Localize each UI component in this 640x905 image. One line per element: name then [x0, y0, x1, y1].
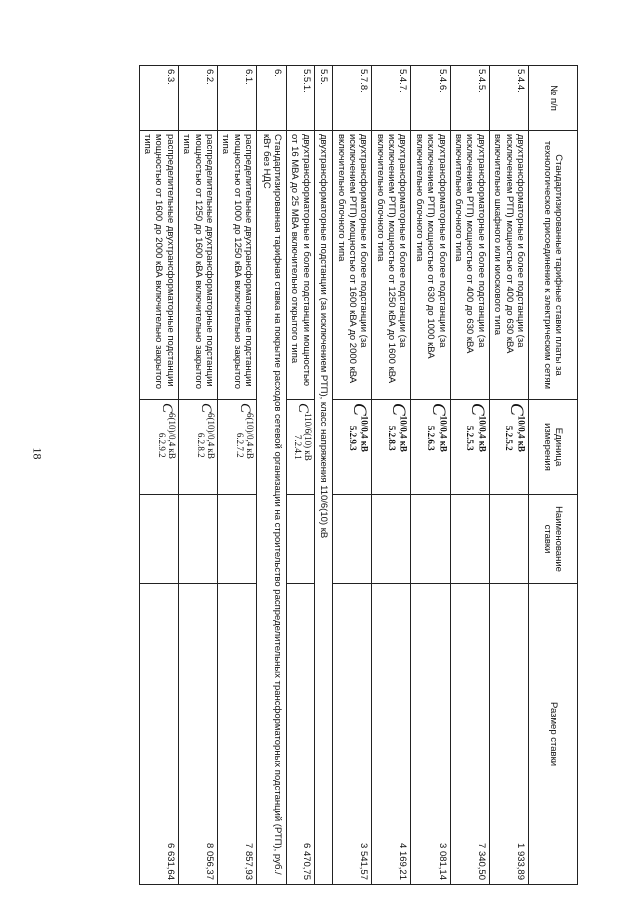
- row-rate-name: [139, 495, 178, 584]
- row-description: распределительные двухтрансформаторные подстанции мощностью от 1000 до 1250 кВА включительно закрытого типа: [218, 131, 257, 400]
- header-rate-value: Размер ставки: [529, 584, 578, 885]
- row-rate-name: [178, 495, 217, 584]
- rotated-table-container: [68, 65, 578, 885]
- page-number: 18: [30, 447, 45, 460]
- row-num: 5.5.1.: [286, 66, 314, 131]
- row-rate-name: [411, 495, 450, 584]
- rate-symbol: [156, 403, 177, 459]
- row-rate-name: [286, 495, 314, 584]
- rows-group-6: [139, 66, 257, 885]
- header-num: № п/п: [529, 66, 578, 131]
- table-row: [333, 66, 372, 885]
- symbol-subscript: 6.2.9.2: [156, 432, 167, 458]
- table-header-row: [529, 66, 578, 885]
- row-num: 5.4.7.: [372, 66, 411, 131]
- row-description: двухтрансформаторные и более подстанции (за исключением РТП) мощностью от 1600 кВА до 2000 кВА включительно блочного типа: [333, 131, 372, 400]
- header-description: Стандартизированные тарифные ставки платы за технологическое присоединение к электрическим сетям: [529, 131, 578, 400]
- row-unit-symbol: [411, 400, 450, 495]
- row-unit-symbol: [372, 400, 411, 495]
- row-num: 5.4.4.: [489, 66, 528, 131]
- symbol-superscript: 10/0,4 кВ: [398, 415, 409, 452]
- symbol-subscript: 5.2.9.3: [347, 425, 358, 451]
- row-num: 5.5.: [314, 66, 332, 131]
- symbol-superscript: 10/0,4 кВ: [359, 415, 370, 452]
- table-row: [286, 66, 314, 885]
- row-rate-name: [489, 495, 528, 584]
- row-num: 6.2.: [178, 66, 217, 131]
- symbol-superscript: 6(10)/0,4 кВ: [245, 413, 256, 459]
- table-row: [489, 66, 528, 885]
- row-num: 6.1.: [218, 66, 257, 131]
- row-num: 5.4.6.: [411, 66, 450, 131]
- table-row: [178, 66, 217, 885]
- row-rate-value: 3 081,14: [411, 584, 450, 885]
- row-description: двухтрансформаторные и более подстанции мощностью от 16 МВА до 25 МВА включительно открытого типа: [286, 131, 314, 400]
- table-row: [372, 66, 411, 885]
- rate-symbol: [467, 403, 488, 451]
- row-rate-name: [450, 495, 489, 584]
- rows-group-5-5: [286, 66, 314, 885]
- row-rate-value: 3 541,57: [333, 584, 372, 885]
- row-unit-symbol: [333, 400, 372, 495]
- row-unit-symbol: [218, 400, 257, 495]
- row-rate-value: 8 056,37: [178, 584, 217, 885]
- symbol-letter: C: [294, 403, 311, 414]
- table-row: [450, 66, 489, 885]
- row-description: двухтрансформаторные и более подстанции (за исключением РТП) мощностью от 400 до 630 кВА включительно блочного типа: [450, 131, 489, 400]
- symbol-superscript: 6(10)/0,4 кВ: [206, 413, 217, 459]
- section-row-5-5: [314, 66, 332, 885]
- rate-symbol: [292, 403, 313, 461]
- symbol-letter: C: [158, 403, 175, 414]
- row-description: распределительные двухтрансформаторные подстанции мощностью от 1600 до 2000 кВА включительно закрытого типа: [139, 131, 178, 400]
- row-rate-value: 7 340,50: [450, 584, 489, 885]
- table-row: [218, 66, 257, 885]
- section-row-6: [257, 66, 287, 885]
- row-unit-symbol: [139, 400, 178, 495]
- symbol-superscript: 6(10)/0,4 кВ: [166, 413, 177, 459]
- row-num: 5.7.8.: [333, 66, 372, 131]
- row-description: двухтрансформаторные и более подстанции (за исключением РТП) мощностью от 400 до 630 кВА включительно шкафного или киоскового типа: [489, 131, 528, 400]
- row-rate-value: 4 169,21: [372, 584, 411, 885]
- rate-symbol: [425, 403, 449, 452]
- row-unit-symbol: [178, 400, 217, 495]
- row-rate-name: [333, 495, 372, 584]
- row-rate-name: [372, 495, 411, 584]
- row-rate-value: 6 470,75: [286, 584, 314, 885]
- row-unit-symbol: [286, 400, 314, 495]
- symbol-superscript: 10/0,4 кВ: [477, 415, 488, 452]
- symbol-superscript: 10/0,4 кВ: [516, 415, 527, 452]
- header-unit: Единица измерения: [529, 400, 578, 495]
- row-description: двухтрансформаторные и более подстанции (за исключением РТП) мощностью от 630 до 1000 кВА включительно блочного типа: [411, 131, 450, 400]
- row-num: 5.4.5.: [450, 66, 489, 131]
- table-row: [139, 66, 178, 885]
- rate-symbol: [388, 403, 409, 451]
- row-rate-value: 1 933,89: [489, 584, 528, 885]
- symbol-letter: C: [388, 403, 410, 416]
- symbol-subscript: 5.2.6.3: [425, 425, 436, 451]
- table-row: [411, 66, 450, 885]
- row-rate-name: [218, 495, 257, 584]
- row-rate-value: 6 631,64: [139, 584, 178, 885]
- symbol-letter: C: [506, 403, 527, 416]
- symbol-letter: C: [427, 403, 449, 416]
- symbol-superscript: 10/0,4 кВ: [437, 415, 448, 452]
- symbol-subscript: 6.2.8.2: [196, 432, 207, 458]
- rate-symbol: [235, 403, 256, 459]
- symbol-subscript: 5.2.5.3: [465, 425, 476, 451]
- symbol-subscript: 7.2.4.1: [292, 434, 303, 460]
- symbol-letter: C: [237, 403, 254, 414]
- tariff-table: [139, 65, 578, 885]
- row-num: 6.: [257, 66, 287, 131]
- symbol-letter: C: [466, 403, 488, 416]
- row-description: распределительные двухтрансформаторные подстанции мощностью от 1250 до 1600 кВА включительно закрытого типа: [178, 131, 217, 400]
- symbol-letter: C: [349, 403, 371, 416]
- rows-group-5: [333, 66, 529, 885]
- row-rate-value: 7 857,93: [218, 584, 257, 885]
- symbol-superscript: 110/6(10) кВ: [302, 413, 313, 461]
- header-rate-name: Наименование ставки: [529, 495, 578, 584]
- section-text: двухтрансформаторные подстанции (за исключением РТП), класс напряжения 110/6(10) кВ: [314, 131, 332, 885]
- rate-symbol: [506, 403, 527, 451]
- symbol-subscript: 5.2.8.3: [386, 425, 397, 451]
- symbol-letter: C: [198, 403, 215, 414]
- row-description: двухтрансформаторные и более подстанции (за исключением РТП) мощностью от 1250 кВА до 1600 кВА включительно блочного типа: [372, 131, 411, 400]
- section-text: Стандартизированная тарифная ставка на покрытие расходов сетевой организации на строительство распределительных трансформаторных подстанций (РТП), руб./кВт без НДС: [257, 131, 287, 885]
- symbol-subscript: 5.2.5.2: [504, 425, 515, 451]
- row-num: 6.3.: [139, 66, 178, 131]
- row-unit-symbol: [489, 400, 528, 495]
- row-unit-symbol: [450, 400, 489, 495]
- rate-symbol: [196, 403, 217, 459]
- symbol-subscript: 6.2.7.2: [235, 432, 246, 458]
- rate-symbol: [349, 403, 370, 451]
